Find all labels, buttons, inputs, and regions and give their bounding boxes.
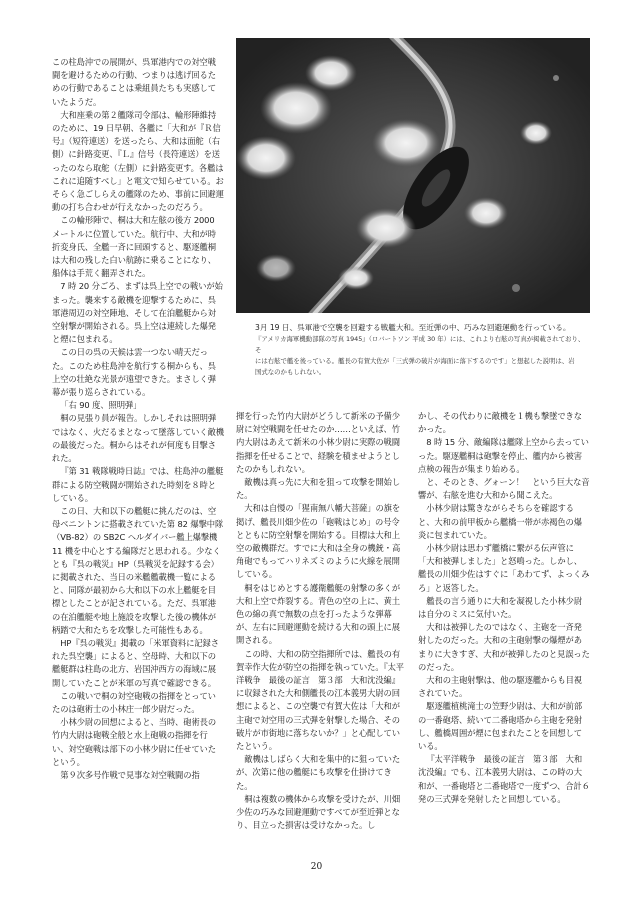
- paragraph: 第９次多号作戦で見事な対空戦闘の指: [60, 769, 200, 780]
- paragraph: HP『呉の戦災』掲載の「米軍資料に記録された呉空襲」によると、空母時、大和以下の艦艇群は柱島の北方、岩国沖西方の海域に展開していたことが米軍の写真で確認できる。: [52, 637, 219, 688]
- caption-note-line-1: 『アメリカ海軍機動部隊の写真 1945』（ロバートソン 平成 30 年）には、これより右舷の写真が掲載されており、そ: [255, 335, 585, 354]
- paragraph: この柱島沖での展開が、呉軍港内での対空戦闘を避けるための行動、つまりは逃げ回るための行動であることは乗組員たちも実感していたようだ。: [52, 57, 216, 107]
- battleship-aerial-photo: [236, 38, 590, 313]
- caption-note-line-2: には右舷で艦を後っている。艦長の有賀大佐が「三式弾の破片が海面に落下するのです」と想起した説明は、岩: [255, 357, 575, 365]
- paragraph: 桐は複数の機体から攻撃を受けたが、川畑少佐の巧みな回避運動ですべてが至近弾となり、目立った損害は受けなかった。し: [236, 793, 401, 831]
- paragraph: 『太平洋戦争 最後の証言 第３部 大和沈没編』でも、江本義男大尉は、この時の大和が、一番砲塔と二番砲塔で一度ずつ、合計６発の三式弾を発射したと回想している。: [418, 754, 590, 804]
- page-number: 20: [310, 862, 323, 872]
- paragraph: 艦長の言う通りに大和を凝視した小林少尉は自分のミスに気付いた。: [418, 595, 583, 620]
- caption-main: 3月 19 日、呉軍港で空襲を回避する戦艦大和。至近弾の中、巧みな回避運動を行っている。: [255, 323, 571, 332]
- battleship-photo-drawing: [236, 38, 590, 313]
- paragraph: 小林少尉は思わず艦橋に繋がる伝声管に「大和被弾しました」と怒鳴った。しかし、艦長の川畑少佐はすぐに「あわてず、よっくみろ」と返答した。: [418, 543, 590, 593]
- paragraph: 揮を行った竹内大尉がどうして新米の予備少尉に対空戦闘を任せたのか……といえば、竹内大尉はあえて新米の小林少尉に実際の戦闘指揮を任せることで、経験を積ませようとしたのかもしれない。: [236, 411, 400, 474]
- paragraph: と、そのとき、グォーン！ という巨大な音響が、右舷を進む大和から聞こえた。: [418, 477, 590, 501]
- paragraph: 大和は自慢の「猩南無八幡大菩薩」の旗を掲げ、艦長川畑少佐の「砲戦はじめ」の号令とともに防空射撃を開始する。目標は大和上空の敵機群だ。すでに大和は全身の機銃・高角砲でもってハリネズミのように火線を展開している。: [236, 503, 401, 580]
- paragraph: この時、大和の防空指揮所では、艦長の有賀幸作大佐が防空の指揮を執っていた。『太平洋戦争 最後の証言 第３部 大和沈没編』に収録された大和側艦長の江本義男大尉の回想によると、この空襲で有賀大佐は「大和が主砲で対空用の三式弾を射撃した場合、その破片が市街地に落ちないか？」と心配していたという。: [236, 648, 404, 752]
- paragraph: この戦いで桐の対空砲戦の指揮をとっていたのは砲術士の小林庄一郎少尉だった。: [52, 690, 216, 714]
- paragraph: 大和は被弾したのではなく、主砲を一斉発射したのだった。大和の主砲射撃の爆煙があまりに大きすぎ、大和が被弾したのと見誤ったのだった。: [418, 622, 590, 672]
- paragraph: この輪形陣で、桐は大和左舷の後方 2000 メートルに位置していた。航行中、大和が時折変身氏、全艦一斉に回頭すると、駆逐艦桐は大和の残した白い航跡に乗ることになり、船体は手荒く翻弄された。: [52, 215, 216, 279]
- paragraph: 小林少尉の回想によると、当時、砲術長の竹内大尉は砲戦全般と水上砲戦の指揮を行い、対空砲戦は部下の小林少尉に任せていたという。: [52, 717, 217, 767]
- paragraph: 大和の主砲射撃は、他の駆逐艦からも目視されていた。: [418, 675, 583, 699]
- paragraph: 大和座乗の第２艦隊司令部は、輪形陣維持のために、19 日早朝、各艦に「大和が『Ｒ信号』（短符連送）を送ったら、大和は面舵（右側）に針路変更、『Ｌ』信号（長符連送）を送ったのなら取舵（左側）に針路変更す。各艦はこれに追随すべし」と電文で知らせている。おそらく急ごしらえの艦隊のため、事前に回避運動の打ち合わせが行えなかったのだろう。: [52, 109, 224, 213]
- text-column-left: [52, 56, 224, 782]
- paragraph: この日の呉の天候は雲一つない晴天だった。このため柱島沖を航行する桐からも、呉上空の壮絶な光景が遠望できた。まさしく弾幕が張り巡らされている。: [52, 347, 216, 398]
- paragraph: 桐をはじめとする護衛艦艇の射撃の多くが大和上空で炸裂する。青色の空の上に、黄土色の綿の真で無数の点を打ったような弾幕が、左右に回避運動を続ける大和の頭上に展開される。: [236, 582, 401, 646]
- paragraph: かし、その代わりに敵機を１機も撃墜できなかった。: [418, 411, 582, 435]
- text-column-middle: [236, 410, 406, 833]
- paragraph: 『第 31 戦隊戦時日誌』では、柱島沖の艦艇群による防空戦闘が開始された時刻を８時としている。: [52, 466, 224, 503]
- paragraph: 桐の見張り員が報告。しかしそれは照明弾ではなく、火だるまとなって墜落していく敵機の最後だった。桐からはそれが何度も目撃された。: [52, 413, 224, 464]
- photo-caption: [255, 322, 590, 378]
- paragraph: 7 時 20 分ごろ、まずは呉上空での戦いが始まった。襲来する敵機を迎撃するために、呉軍港周辺の対空陣地、そして在泊艦艇から対空射撃が開始される。呉上空は連続した爆発と煙に包まれる。: [52, 281, 223, 345]
- quote-line: 「右 90 度、照明弾」: [60, 400, 142, 411]
- paragraph: この日、大和以下の艦艇に挑んだのは、空母ベニントンに搭載されていた第 82 爆撃中隊（VB-82）の SB2C ヘルダイバー艦上爆撃機 11 機を中心とする編隊だと思われる。少なくとも『呉の戦災』HP（呉戦災を記録する会）に掲載された、当日の米艦艦載機一覧によると、同隊が最初から大和以下の水上艦艇を目標としたことが記されている。ただ、呉軍港の在泊艦艇や地上施設を攻撃した後の機体が柄踏で大和たちを攻撃した可能性もある。: [52, 505, 224, 635]
- paragraph: 8 時 15 分、敵編隊は艦隊上空から去っていった。駆逐艦桐は砲撃を停止、艦内から被害点検の報告が集まり始める。: [418, 437, 589, 474]
- paragraph: 敵機は真っ先に大和を狙って攻撃を開始した。: [236, 477, 401, 501]
- paragraph: 駆逐艦植桃滝士の笠野少尉は、大和が前部の一番砲塔、続いて二番砲塔から主砲を発射し、艦橋周囲が煙に包まれたことを回想している。: [418, 701, 583, 752]
- text-column-right: [418, 410, 590, 806]
- paragraph: 小林少尉は驚きながらそちらを確認すると、大和の前甲板から艦橋一帯が赤褐色の爆炎に包まれていた。: [418, 503, 582, 540]
- paragraph: 敵機はしばらく大和を集中的に狙っていたが、次第に他の艦艇にも攻撃を仕掛けてきた。: [236, 754, 401, 791]
- caption-note-line-3: 国式なのかもしれない。: [255, 368, 326, 376]
